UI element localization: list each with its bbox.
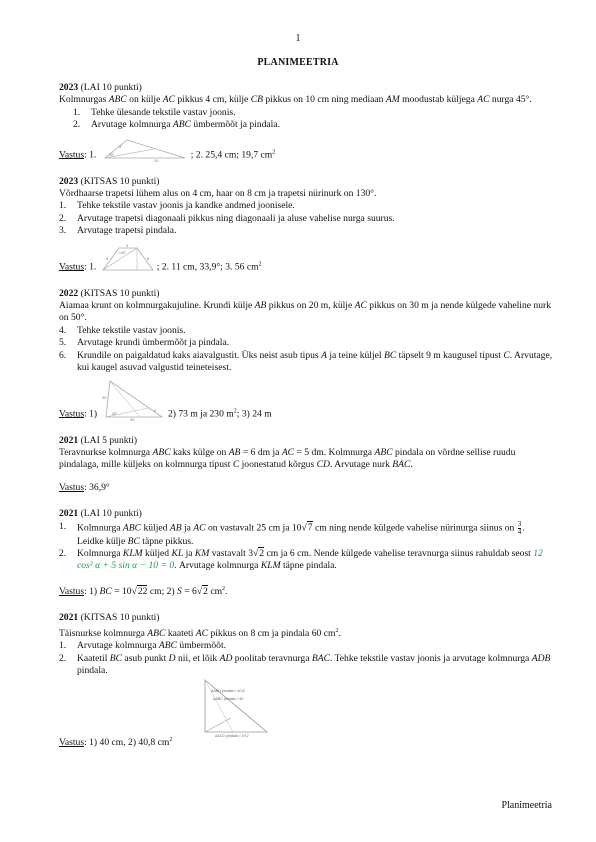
list-item: 4. Tehke tekstile vastav joonis. xyxy=(59,324,186,336)
answer: Vastus: 1. 4 8 8 130° ; 2. 11 cm, 33,9°; 3. 56 $cm^2$ xyxy=(59,242,262,273)
fraction: $\frac{3}{4}$ xyxy=(517,519,522,536)
svg-text:130°: 130° xyxy=(118,250,126,255)
task-2021-lai10: 2021 (LAI 10 punkti) 1. Kolmnurga ABC küljed AB ja AC on vastavalt 25 cm ja 10√7 cm ning nende külgede vahelise nürinurga siinus on $\frac{3}{4}$ . Leidke külje BC täpne pikkus. 2. Kolmnurga KLM küljed KL ja KM vastavalt 3√2 cm ja 6 cm. Nende külgede vahelise teravnurga siinus rahuldab seost 12 cos² α + 5 sin α − 10 = 0. Arvutage kolmnurga KLM täpne pindala. Vastus: 1) BC = 10√22 cm; 2) S = 6√2 $cm^2$. xyxy=(59,508,553,598)
task-text: Täisnurkse kolmnurga ABC kaateti AC pikkus on 8 cm ja pindala 60 $cm^2$. xyxy=(59,627,341,639)
task-list xyxy=(59,325,553,375)
task-2022-kitsas: 2022 (KITSAS 10 punkti) Aiamaa krunt on kolmnurgakujuline. Krundi külje AB pikkus on 20 m, külje AC pikkus on 30 m ja nende külgede vaheline nurk on 50°. 4. Tehke tekstile vastav joonis. 5. Arvutage krundi ümbermõõt ja pindala. 6. Krundile on paigaldatud kaks aiavalgustit. Üks neist asub tipus A ja teine küljel BC täpselt 9 m kaugusel tipust C. Arvutage, kui kaugel asuvad valgustid teineteisest. Vastus: 1) 20 30 50° 9 2) 73 m ja 230 $m^2$; 3) 24 m xyxy=(59,287,553,421)
task-2021-lai5: 2021 (LAI 5 punkti) Teravnurkse kolmnurga ABC kaks külge on AB = 6 dm ja AC = 5 dm. Kolmnurga ABC pindala on võrdne sellise ruudu pindalaga, mille küljeks on kolmnurga tipust C joonestatud kõrgus CD. Arvutage nurk BAC. Vastus: 36,9° xyxy=(59,435,553,495)
task-list xyxy=(59,521,553,573)
list-item: 1. Tehke ülesande tekstile vastav joonis. xyxy=(73,106,236,118)
task-year: 2023 xyxy=(59,82,79,93)
triangle-figure xyxy=(99,136,191,162)
svg-text:8: 8 xyxy=(146,255,149,261)
svg-text:20: 20 xyxy=(101,394,106,400)
plot-triangle-figure xyxy=(100,377,166,421)
answer: Vastus: 1) BC = 10√22 cm; 2) S = 6√2 $cm^2$. xyxy=(59,585,228,597)
list-item: 6. Krundile on paigaldatud kaks aiavalgustit. Üks neist asub tipus A ja teine küljel BC täpselt 9 m kaugusel tipust C. Arvutage, kui kaugel asuvad valgustid teineteisest. xyxy=(59,349,553,374)
figure-container xyxy=(59,678,553,738)
svg-text:ΔABC pindala = 60: ΔABC pindala = 60 xyxy=(213,696,244,701)
page-number: 1 xyxy=(295,33,301,44)
page-footer: Planimeetria xyxy=(501,800,552,811)
svg-text:9: 9 xyxy=(153,407,156,413)
task-2023-kitsas: 2023 (KITSAS 10 punkti) Võrdhaarse trapetsi lühem alus on 4 cm, haar on 8 cm ja trapetsi nürinurk on 130°. 1. Tehke tekstile vastav joonis ja kandke andmed joonisele. 2. Arvutage trapetsi diagonaali pikkus ning diagonaali ja aluse vahelise nurga suurus. 3. Arvutage trapetsi pindala. Vastus: 1. 4 8 8 130° ; 2. 11 cm, 33,9°; 3. 56 $cm^2$ xyxy=(59,176,553,274)
page-title: PLANIMEETRIA xyxy=(257,57,339,68)
svg-text:ΔACD pindala = 19,2: ΔACD pindala = 19,2 xyxy=(215,733,249,738)
svg-text:4: 4 xyxy=(118,143,121,149)
task-text: Teravnurkse kolmnurga ABC kaks külge on AB = 6 dm ja AC = 5 dm. Kolmnurga ABC pindala on võrdne sellise ruudu pindalaga, mille küljeks on kolmnurga tipust C joonestatud kõrgus CD. Arvutage nurk BAC. xyxy=(59,446,516,471)
task-text: Kolmnurgas ABC on külje AC pikkus 4 cm, külje CB pikkus on 10 cm ning mediaan AM moodustab küljega AC nurga 45°. xyxy=(59,94,532,106)
list-item: 2. Kolmnurga KLM küljed KL ja KM vastavalt 3√2 cm ja 6 cm. Nende külgede vahelise teravnurga siinus rahuldab seost 12 cos² α + 5 sin α − 10 = 0. Arvutage kolmnurga KLM täpne pindala. xyxy=(59,547,543,572)
document-body xyxy=(59,82,553,763)
answer: Vastus: 1) 20 30 50° 9 2) 73 m ja 230 $m^2$; 3) 24 m xyxy=(59,377,553,421)
list-item: 1. Kolmnurga ABC küljed AB ja AC on vastavalt 25 cm ja 10√7 cm ning nende külgede vahelise nürinurga siinus on $\frac{3}{4}$ . Leidke külje BC täpne pikkus. xyxy=(59,519,525,547)
list-item: 1. Tehke tekstile vastav joonis ja kandke andmed joonisele. xyxy=(59,200,295,212)
task-list xyxy=(59,640,553,677)
list-item: 2. Arvutage trapetsi diagonaali pikkus ning diagonaali ja aluse vahelise nurga suurus. xyxy=(59,212,395,224)
task-list xyxy=(59,107,553,132)
answer: Vastus: 36,9° xyxy=(59,481,110,493)
list-item: 3. Arvutage trapetsi pindala. xyxy=(59,225,177,237)
list-item: 5. Arvutage krundi ümbermõõt ja pindala. xyxy=(59,337,230,349)
svg-text:30: 30 xyxy=(129,416,134,421)
list-item: 2. Kaatetil BC asub punkt D nii, et lõik AD poolitab teravnurga BAC. Tehke tekstile vastav joonis ja arvutage kolmnurga ADB pindala. xyxy=(59,652,551,677)
svg-text:50°: 50° xyxy=(111,411,117,416)
trapezoid-figure xyxy=(99,242,157,274)
svg-text:ΔABD pindala = 40,8: ΔABD pindala = 40,8 xyxy=(211,688,245,693)
svg-text:4: 4 xyxy=(125,242,128,248)
list-item: 1. Arvutage kolmnurga ABC ümbermõõt. xyxy=(59,640,227,652)
svg-text:45°: 45° xyxy=(108,152,115,157)
svg-text:10: 10 xyxy=(153,157,159,162)
right-triangle-figure xyxy=(193,678,273,738)
list-item: 2. Arvutage kolmnurga ABC ümbermõõt ja pindala. xyxy=(73,119,281,131)
task-text: Võrdhaarse trapetsi lühem alus on 4 cm, haar on 8 cm ja trapetsi nürinurk on 130°. xyxy=(59,188,377,200)
task-2021-kitsas: 2021 (KITSAS 10 punkti) Täisnurkse kolmnurga ABC kaateti AC pikkus on 8 cm ja pindala 60 $cm^2$. 1. Arvutage kolmnurga ABC ümbermõõt. 2. Kaatetil BC asub punkt D nii, et lõik AD poolitab teravnurga BAC. Tehke tekstile vastav joonis ja arvutage kolmnurga ADB pindala. ΔABD pindala = 40,8 ΔABC pindala = 60 ΔACD pindala = 19,2 Vastus: 1) 40 cm, 2) 40,8 $cm^2$ xyxy=(59,612,553,749)
task-level: (LAI 10 punkti) xyxy=(80,82,142,93)
answer: Vastus: 1) 40 cm, 2) 40,8 $cm^2$ xyxy=(59,736,173,748)
task-2023-lai xyxy=(59,82,553,162)
task-text: Aiamaa krunt on kolmnurgakujuline. Krundi külje AB pikkus on 20 m, külje AC pikkus on 30 m ja nende külgede vaheline nurk on 50°. xyxy=(59,300,551,324)
equation: 12 cos² α + 5 sin α − 10 = 0 xyxy=(77,547,543,572)
task-list xyxy=(59,200,553,237)
svg-text:8: 8 xyxy=(105,255,108,261)
answer: Vastus: 1. 4 10 45° ; 2. 25,4 cm; 19,7 $cm^2$ xyxy=(59,136,553,162)
